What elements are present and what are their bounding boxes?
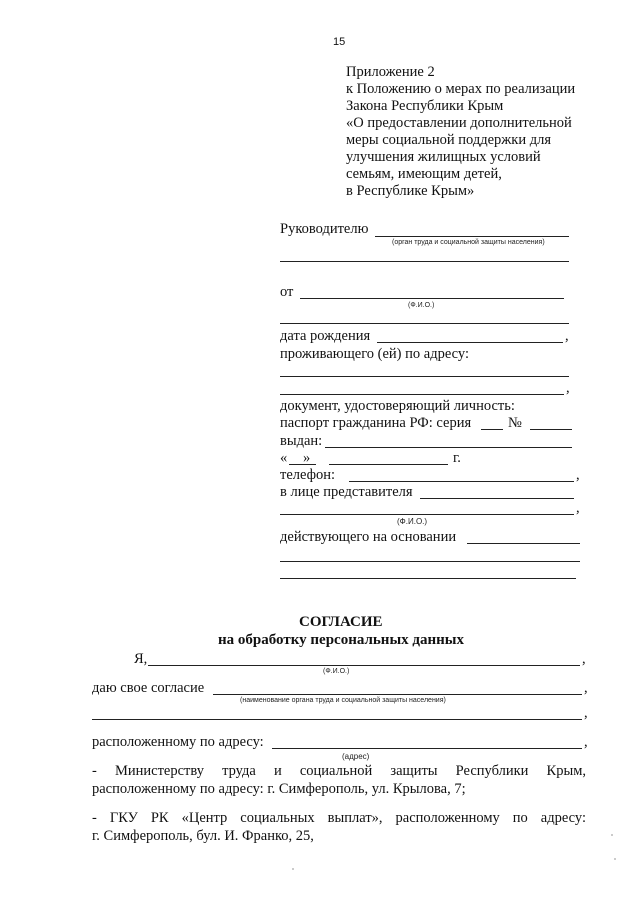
from-label: от bbox=[280, 284, 294, 300]
phone-label: телефон: bbox=[280, 467, 336, 483]
appendix-line: «О предоставлении дополнительной bbox=[346, 115, 572, 131]
year-suffix: г. bbox=[453, 450, 461, 466]
comma: , bbox=[582, 651, 586, 667]
page-number: 15 bbox=[333, 36, 346, 48]
issued-field[interactable] bbox=[325, 447, 572, 448]
address-label: проживающего (ей) по адресу: bbox=[280, 346, 469, 362]
appendix-line: Приложение 2 bbox=[346, 64, 435, 80]
acting-field-continuation-2[interactable] bbox=[280, 578, 576, 579]
consent-org-field-continuation[interactable] bbox=[92, 719, 582, 720]
representative-field[interactable] bbox=[420, 498, 574, 499]
passport-label: паспорт гражданина РФ: серия bbox=[280, 415, 472, 431]
appendix-header bbox=[346, 64, 575, 200]
appendix-line: улучшения жилищных условий bbox=[346, 149, 541, 165]
to-caption: (орган труда и социальной защиты населения) bbox=[392, 239, 545, 246]
located-label: расположенному по адресу: bbox=[92, 734, 264, 750]
date-open-quote: « bbox=[280, 450, 288, 466]
comma: , bbox=[584, 734, 588, 750]
address-field-1[interactable] bbox=[280, 376, 569, 377]
acting-label: действующего на основании bbox=[280, 529, 457, 545]
consent-fio-caption: (Ф.И.О.) bbox=[323, 668, 350, 675]
appendix-line: в Республике Крым» bbox=[346, 183, 475, 199]
appendix-line: к Положению о мерах по реализации bbox=[346, 81, 576, 97]
address-field-2[interactable] bbox=[280, 394, 564, 395]
birth-label: дата рождения bbox=[280, 328, 371, 344]
comma: , bbox=[576, 500, 580, 516]
issue-month-year-field[interactable] bbox=[329, 464, 448, 465]
comma: , bbox=[584, 680, 588, 696]
to-field[interactable] bbox=[375, 236, 569, 237]
to-label: Руководителю bbox=[280, 221, 369, 237]
comma: , bbox=[565, 328, 569, 344]
gku-paragraph-line1: - ГКУ РК «Центр социальных выплат», расположенному по адресу: bbox=[92, 810, 586, 826]
appendix-line: семьям, имеющим детей, bbox=[346, 166, 502, 182]
appendix-line: меры социальной поддержки для bbox=[346, 132, 552, 148]
consent-org-field[interactable] bbox=[213, 694, 582, 695]
to-field-continuation[interactable] bbox=[280, 261, 569, 262]
from-fio-caption: (Ф.И.О.) bbox=[408, 302, 435, 309]
consent-fio-field[interactable] bbox=[148, 665, 580, 666]
appendix-line: Закона Республики Крым bbox=[346, 98, 504, 114]
ministry-paragraph-line2: расположенному по адресу: г. Симферополь, ул. Крылова, 7; bbox=[92, 781, 466, 797]
acting-field[interactable] bbox=[467, 543, 580, 544]
representative-field-continuation[interactable] bbox=[280, 514, 574, 515]
give-consent-label: даю свое согласие bbox=[92, 680, 205, 696]
consent-title: СОГЛАСИЕ bbox=[299, 614, 383, 630]
consent-address-caption: (адрес) bbox=[342, 752, 370, 761]
scan-speck bbox=[292, 868, 294, 870]
consent-org-caption: (наименование органа труда и социальной защиты населения) bbox=[240, 697, 446, 704]
representative-label: в лице представителя bbox=[280, 484, 413, 500]
rep-fio-caption: (Ф.И.О.) bbox=[397, 517, 428, 526]
birth-date-field[interactable] bbox=[377, 342, 563, 343]
comma: , bbox=[566, 380, 570, 396]
from-field-continuation[interactable] bbox=[280, 323, 569, 324]
scan-speck bbox=[614, 858, 616, 860]
passport-number-field[interactable] bbox=[530, 429, 572, 430]
phone-field[interactable] bbox=[349, 481, 574, 482]
scan-speck bbox=[611, 834, 613, 836]
ministry-paragraph-line1: - Министерству труда и социальной защиты Республики Крым, bbox=[92, 763, 586, 779]
from-field[interactable] bbox=[300, 298, 564, 299]
document-label: документ, удостоверяющий личность: bbox=[280, 398, 515, 414]
comma: , bbox=[584, 705, 588, 721]
comma: , bbox=[576, 467, 580, 483]
consent-address-field[interactable] bbox=[272, 748, 582, 749]
date-close-quote: » bbox=[303, 450, 311, 466]
gku-paragraph-line2: г. Симферополь, бул. И. Франко, 25, bbox=[92, 828, 314, 844]
consent-subtitle: на обработку персональных данных bbox=[218, 632, 464, 648]
acting-field-continuation-1[interactable] bbox=[280, 561, 580, 562]
passport-series-field[interactable] bbox=[481, 429, 503, 430]
number-sign: № bbox=[508, 415, 522, 431]
issued-label: выдан: bbox=[280, 433, 323, 449]
i-label: Я, bbox=[134, 651, 148, 667]
